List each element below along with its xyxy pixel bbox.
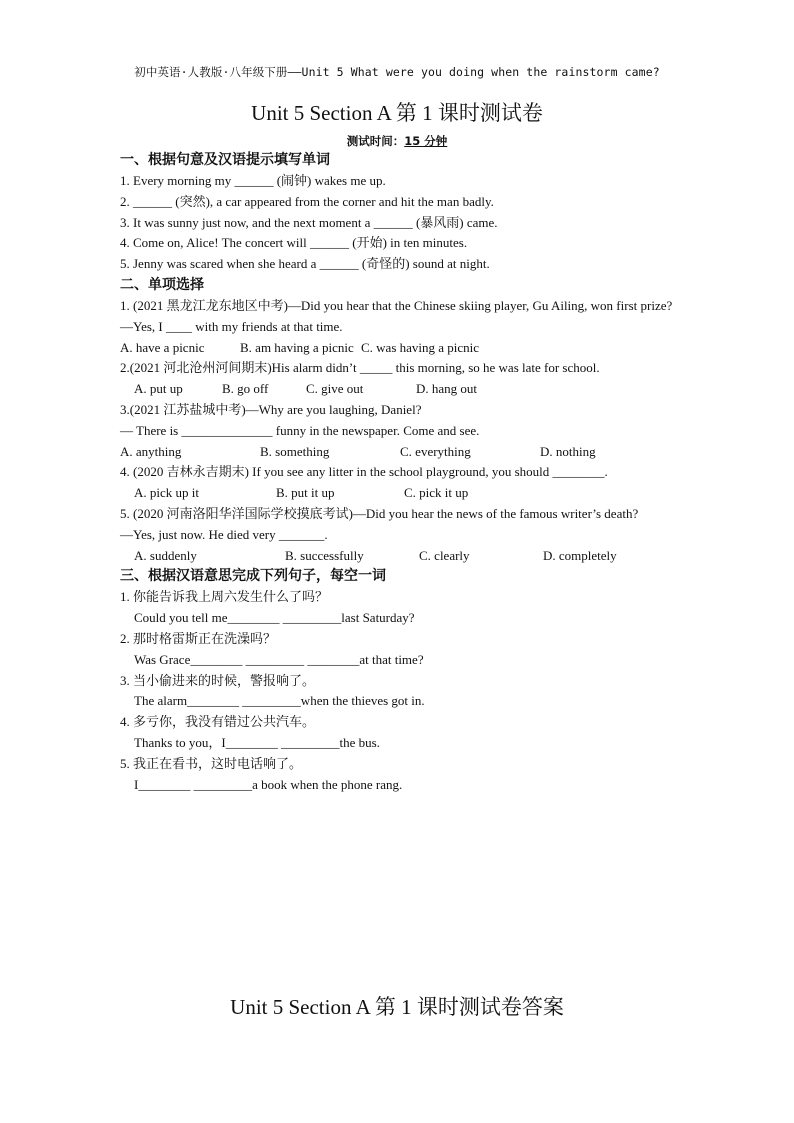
option-c: C. everything [400,443,471,459]
option-c: C. pick it up [404,485,469,501]
s3-q2-english: Was Grace________ _________ ________at that time? [134,651,424,667]
s3-q3-english: The alarm________ _________when the thieves got in. [134,693,425,709]
s1-question-3: 3. It was sunny just now, and the next moment a ______ (暴风雨) came. [120,214,498,230]
option-b: B. am having a picnic [240,339,354,355]
test-time-label: 测试时间： [346,134,405,148]
section-3-heading: 三、根据汉语意思完成下列句子，每空一词 [120,568,386,585]
page-title: Unit 5 Section A 第 1 课时测试卷 [251,101,543,125]
section-1-heading: 一、根据句意及汉语提示填写单词 [120,152,330,168]
option-c: C. clearly [419,547,470,563]
s3-q4-chinese: 4. 多亏你，我没有错过公共汽车。 [120,714,316,730]
s1-question-4: 4. Come on, Alice! The concert will ______ (开始) in ten minutes. [120,235,468,251]
s3-q5-chinese: 5. 我正在看书，这时电话响了。 [120,755,303,771]
option-c: C. give out [306,381,364,397]
test-time-value: 15 分钟 [404,134,448,148]
s2-q3-stem: 3.(2021 江苏盐城中考)—Why are you laughing, Daniel? [120,401,422,417]
s2-q2-options [120,379,675,400]
option-b: B. something [260,443,330,459]
option-a: A. have a picnic [120,339,205,355]
option-d: D. completely [543,547,617,563]
s2-q5-reply: —Yes, just now. He died very _______. [120,526,328,542]
s1-question-2: 2. ______ (突然), a car appeared from the corner and hit the man badly. [120,193,494,209]
s2-q3-options [120,442,675,463]
test-time [0,133,794,149]
option-b: B. put it up [276,485,335,501]
s2-q4-stem: 4. (2020 吉林永吉期末) If you see any litter in the school playground, you should ________. [120,464,608,480]
s2-q4-options [120,483,675,504]
s3-q1-chinese: 1. 你能告诉我上周六发生什么了吗？ [120,589,329,605]
s1-question-1: 1. Every morning my ______ (闹钟) wakes me up. [120,173,386,188]
s1-question-5: 5. Jenny was scared when she heard a ______ (奇怪的) sound at night. [120,256,490,272]
option-d: D. hang out [416,381,478,397]
s2-q5-options [120,546,675,567]
s2-q1-options [120,338,675,359]
option-c: C. was having a picnic [361,339,480,355]
option-a: A. pick up it [134,485,199,501]
s3-q3-chinese: 3. 当小偷进来的时候，警报响了。 [120,672,316,688]
s3-q1-english: Could you tell me________ _________last Saturday? [134,610,415,626]
s2-q5-stem: 5. (2020 河南洛阳华洋国际学校摸底考试)—Did you hear the news of the famous writer’s death? [120,505,639,521]
option-a: A. put up [134,381,183,397]
s3-q5-english: I________ _________a book when the phone rang. [134,776,403,792]
s3-q4-english: Thanks to you，I________ _________the bus. [134,734,380,750]
running-header: 初中英语·人教版·八年级下册——Unit 5 What were you doing when the rainstorm came? [134,65,660,79]
s2-q1-stem: 1. (2021 黑龙江龙东地区中考)—Did you hear that the Chinese skiing player, Gu Ailing, won first prize? [120,297,673,313]
option-b: B. successfully [285,547,364,563]
section-2-heading: 二、单项选择 [120,276,204,293]
s2-q1-reply: —Yes, I ____ with my friends at that time. [120,318,343,334]
option-b: B. go off [222,381,269,397]
s2-q3-reply: — There is ______________ funny in the newspaper. Come and see. [120,422,480,438]
s3-q2-chinese: 2. 那时格雷斯正在洗澡吗？ [120,630,277,646]
answer-title: Unit 5 Section A 第 1 课时测试卷答案 [230,995,564,1019]
s2-q2-stem: 2.(2021 河北沧州河间期末)His alarm didn’t _____ this morning, so he was late for school. [120,360,600,376]
option-a: A. anything [120,443,182,459]
worksheet-content [120,150,675,795]
option-d: D. nothing [540,443,596,459]
option-a: A. suddenly [134,547,197,563]
